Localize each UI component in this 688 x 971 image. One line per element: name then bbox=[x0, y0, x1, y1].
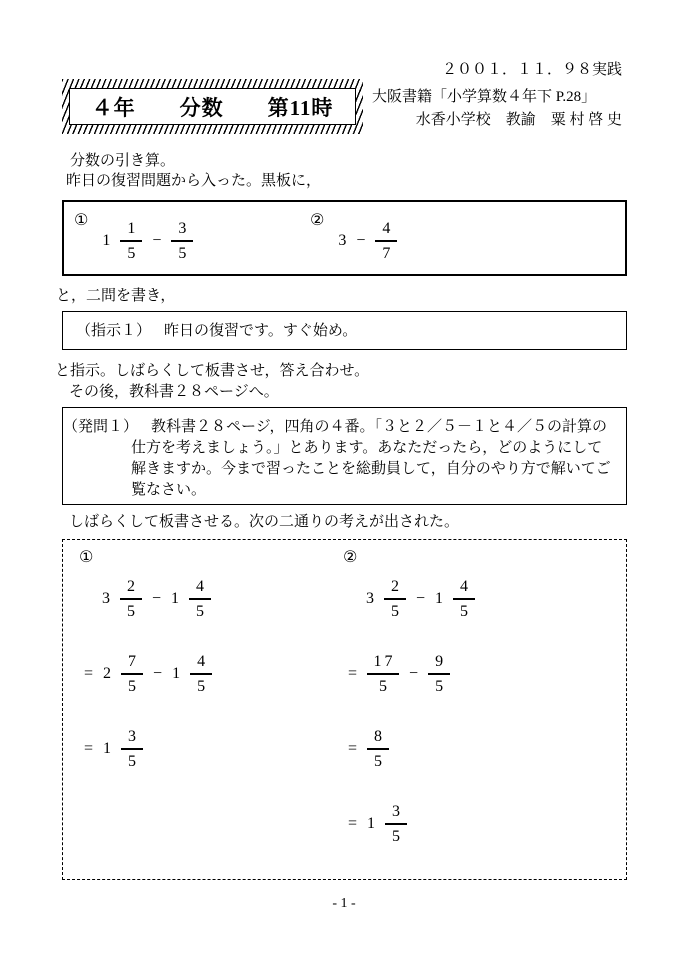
problem-2-number: ② bbox=[310, 212, 325, 229]
fraction-bar bbox=[171, 240, 193, 242]
fraction bbox=[367, 728, 389, 770]
math-token: = bbox=[348, 815, 358, 832]
fraction-numerator: 4 bbox=[382, 220, 391, 237]
practice-date-line: ２００１．１１．９８実践 bbox=[441, 62, 622, 78]
publisher-line: 大阪書籍「小学算数４年下 P.28」 bbox=[372, 89, 597, 105]
fraction bbox=[385, 803, 407, 845]
fraction-numerator: 4 bbox=[460, 578, 469, 595]
after-instruction-line-1: と指示。しばらくして板書させ，答え合わせ。 bbox=[55, 363, 370, 379]
lesson-title-frame bbox=[62, 79, 363, 134]
fraction-bar bbox=[190, 673, 212, 675]
fraction-bar bbox=[120, 598, 142, 600]
fraction-numerator: 8 bbox=[374, 728, 383, 745]
problem-1-number: ① bbox=[74, 212, 89, 229]
problem-2 bbox=[310, 210, 402, 272]
method-2-line-1 bbox=[343, 573, 480, 625]
lesson-title: ４年 分数 第11時 bbox=[69, 88, 356, 125]
fraction-denominator: 5 bbox=[128, 753, 137, 770]
math-token: = bbox=[84, 740, 94, 757]
fraction-denominator: 5 bbox=[392, 828, 401, 845]
math-token: − bbox=[152, 590, 162, 607]
fraction-bar bbox=[189, 598, 211, 600]
fraction bbox=[384, 578, 406, 620]
fraction bbox=[190, 653, 212, 695]
fraction bbox=[375, 220, 397, 262]
fraction-numerator: 3 bbox=[392, 803, 401, 820]
fraction-numerator: 3 bbox=[178, 220, 187, 237]
instruction-text: 昨日の復習です。すぐ始め。 bbox=[164, 323, 358, 339]
fraction-denominator: 7 bbox=[382, 245, 391, 262]
math-token: − bbox=[153, 665, 163, 682]
math-token: 1 bbox=[102, 232, 111, 249]
math-token: − bbox=[356, 232, 366, 249]
fraction bbox=[453, 578, 475, 620]
fraction-bar bbox=[453, 598, 475, 600]
question-paragraph bbox=[63, 408, 626, 510]
fraction-bar bbox=[121, 748, 143, 750]
fraction-denominator: 5 bbox=[391, 603, 399, 620]
fraction-numerator: 1 bbox=[127, 220, 136, 237]
fraction bbox=[189, 578, 211, 620]
question-text: 教科書２８ページ，四角の４番。「３と２／５－１と４／５の計算の仕方を考えましょう。」とあります。あなただったら，どのようにして解きますか。今まで習ったことを総動員して，自分のやり方で解いてご覧なさい。 bbox=[131, 419, 611, 498]
fraction bbox=[121, 728, 143, 770]
after-instruction-line-2: その後，教科書２８ページへ。 bbox=[69, 384, 279, 400]
fraction-denominator: 5 bbox=[374, 753, 383, 770]
math-token: 1 bbox=[103, 740, 112, 757]
method-2-line-3 bbox=[343, 723, 480, 775]
method-1-line-1 bbox=[79, 573, 217, 625]
method-2-line-4 bbox=[343, 798, 480, 850]
fraction-denominator: 5 bbox=[127, 603, 135, 620]
after-problems-line: と，二問を書き， bbox=[56, 288, 176, 304]
fraction-bar bbox=[384, 598, 406, 600]
fraction bbox=[121, 653, 143, 695]
math-token: 1 bbox=[171, 590, 180, 607]
method-2-number: ② bbox=[343, 549, 358, 566]
blackboard-problems-box bbox=[62, 200, 627, 276]
fraction-denominator: 5 bbox=[460, 603, 469, 620]
fraction bbox=[428, 653, 450, 695]
fraction-numerator: 9 bbox=[435, 653, 444, 670]
math-token: − bbox=[409, 665, 419, 682]
intro-line-1: 分数の引き算。 bbox=[70, 153, 176, 169]
fraction-numerator: 4 bbox=[196, 578, 205, 595]
math-token: 1 bbox=[172, 665, 181, 682]
fraction-denominator: 5 bbox=[197, 678, 206, 695]
fraction-bar bbox=[121, 673, 143, 675]
math-token: = bbox=[348, 740, 358, 757]
fraction-numerator: 3 bbox=[128, 728, 137, 745]
school-teacher-line: 水香小学校 教諭 粟 村 啓 史 bbox=[415, 112, 622, 128]
before-work-line: しばらくして板書させる。次の二通りの考えが出された。 bbox=[69, 514, 460, 530]
question-label: （発問１） bbox=[63, 419, 139, 435]
fraction-denominator: 5 bbox=[178, 245, 187, 262]
method-2 bbox=[343, 549, 480, 873]
problem-1-equation bbox=[97, 210, 198, 272]
student-work-box bbox=[62, 539, 627, 880]
method-1-line-2 bbox=[79, 648, 217, 700]
problem-2-equation bbox=[333, 210, 402, 272]
math-token: 1 bbox=[435, 590, 444, 607]
math-token: = bbox=[84, 665, 94, 682]
fraction-bar bbox=[367, 673, 399, 675]
question-box bbox=[62, 407, 627, 505]
math-token: − bbox=[152, 232, 162, 249]
fraction bbox=[367, 653, 399, 695]
fraction-numerator: 2 bbox=[127, 578, 135, 595]
fraction-bar bbox=[375, 240, 397, 242]
instruction-label: （指示１） bbox=[76, 323, 152, 339]
fraction-denominator: 5 bbox=[435, 678, 444, 695]
math-token: − bbox=[416, 590, 426, 607]
instruction-text-line bbox=[63, 312, 626, 351]
math-token: 2 bbox=[103, 665, 112, 682]
page-number: - 1 - bbox=[332, 896, 356, 911]
intro-line-2: 昨日の復習問題から入った。黒板に， bbox=[66, 173, 322, 189]
fraction-numerator: 2 bbox=[391, 578, 399, 595]
fraction bbox=[120, 578, 142, 620]
math-token: 1 bbox=[367, 815, 376, 832]
method-1-line-3 bbox=[79, 723, 217, 775]
math-token: 3 bbox=[338, 232, 347, 249]
math-token: 3 bbox=[366, 590, 374, 607]
fraction-bar bbox=[428, 673, 450, 675]
fraction-numerator: 17 bbox=[373, 653, 396, 670]
problem-1 bbox=[74, 210, 198, 272]
fraction-numerator: 7 bbox=[128, 653, 137, 670]
fraction-denominator: 5 bbox=[128, 678, 137, 695]
math-token: 3 bbox=[102, 590, 110, 607]
fraction-bar bbox=[385, 823, 407, 825]
fraction-bar bbox=[120, 240, 142, 242]
fraction bbox=[120, 220, 142, 262]
fraction-numerator: 4 bbox=[197, 653, 206, 670]
method-1 bbox=[79, 549, 217, 798]
fraction-bar bbox=[367, 748, 389, 750]
method-1-number: ① bbox=[79, 549, 94, 566]
fraction bbox=[171, 220, 193, 262]
fraction-denominator: 5 bbox=[196, 603, 205, 620]
math-token: = bbox=[348, 665, 358, 682]
fraction-denominator: 5 bbox=[379, 678, 388, 695]
method-2-line-2 bbox=[343, 648, 480, 700]
instruction-box bbox=[62, 311, 627, 350]
fraction-denominator: 5 bbox=[127, 245, 136, 262]
